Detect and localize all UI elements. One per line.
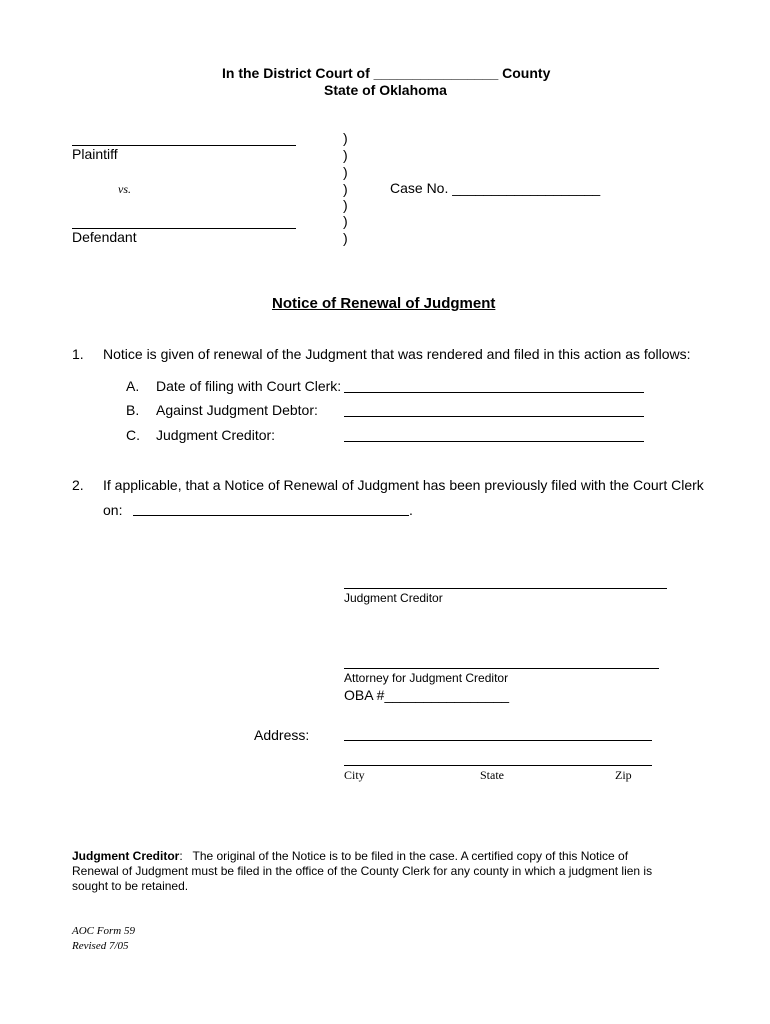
item1-text: Notice is given of renewal of the Judgment that was rendered and filed in this action as follows:	[103, 346, 691, 362]
note-bold-label: Judgment Creditor	[72, 849, 180, 863]
note-colon: :	[179, 849, 183, 863]
address-city-state-zip-field[interactable]	[344, 765, 652, 766]
state-line: State of Oklahoma	[324, 82, 447, 98]
city-label: City	[344, 768, 365, 782]
judgment-creditor-field[interactable]	[344, 441, 644, 442]
note-line-3: sought to be retained.	[72, 879, 189, 893]
caption-paren: )	[343, 181, 348, 197]
caption-paren: )	[343, 130, 348, 146]
creditor-signature-label: Judgment Creditor	[344, 591, 443, 605]
attorney-signature-line[interactable]	[344, 668, 659, 669]
note-line-2: Renewal of Judgment must be filed in the office of the County Clerk for any county in which a judgment lien is	[72, 864, 653, 878]
state-label: State	[480, 768, 504, 782]
caption-paren: )	[343, 197, 348, 213]
item1-number: 1.	[72, 346, 84, 362]
county-blank: ________________	[373, 65, 499, 81]
subitem-letter: C.	[126, 427, 140, 443]
address-label: Address:	[254, 727, 310, 743]
judgment-debtor-label: Against Judgment Debtor:	[156, 402, 318, 418]
document-title: Notice of Renewal of Judgment	[272, 295, 496, 312]
plaintiff-label: Plaintiff	[72, 146, 118, 162]
caption-paren: )	[343, 230, 348, 246]
caption-paren: )	[343, 164, 348, 180]
judgment-creditor-label: Judgment Creditor:	[156, 427, 276, 443]
attorney-signature-label: Attorney for Judgment Creditor	[344, 671, 509, 685]
date-of-filing-field[interactable]	[344, 392, 644, 393]
period: .	[409, 502, 413, 518]
case-number-field[interactable]: Case No. ___________________	[390, 180, 601, 196]
creditor-signature-line[interactable]	[344, 588, 667, 589]
county-word: County	[502, 65, 551, 81]
revised-date: Revised 7/05	[72, 940, 129, 952]
defendant-label: Defendant	[72, 229, 137, 245]
judgment-debtor-field[interactable]	[344, 416, 644, 417]
caption-paren: )	[343, 147, 348, 163]
form-number: AOC Form 59	[72, 925, 135, 937]
on-label: on:	[103, 502, 123, 518]
subitem-letter: A.	[126, 378, 140, 394]
court-heading	[222, 65, 550, 81]
oba-number-field[interactable]: OBA #________________	[344, 687, 510, 703]
vs-label: vs.	[118, 182, 131, 196]
address-street-field[interactable]	[344, 740, 652, 741]
filing-note	[72, 849, 652, 894]
caption-paren: )	[343, 213, 348, 229]
item2-text: If applicable, that a Notice of Renewal of Judgment has been previously filed with the Court Clerk	[103, 477, 704, 493]
note-line1-text: The original of the Notice is to be filed in the case. A certified copy of this Notice of	[192, 849, 629, 863]
court-prefix: In the District Court of	[222, 65, 370, 81]
subitem-letter: B.	[126, 402, 140, 418]
date-of-filing-label: Date of filing with Court Clerk:	[156, 378, 342, 394]
zip-label: Zip	[615, 768, 632, 782]
note-line-1	[72, 849, 652, 864]
previous-filing-date-field[interactable]	[133, 515, 409, 516]
item2-number: 2.	[72, 477, 84, 493]
